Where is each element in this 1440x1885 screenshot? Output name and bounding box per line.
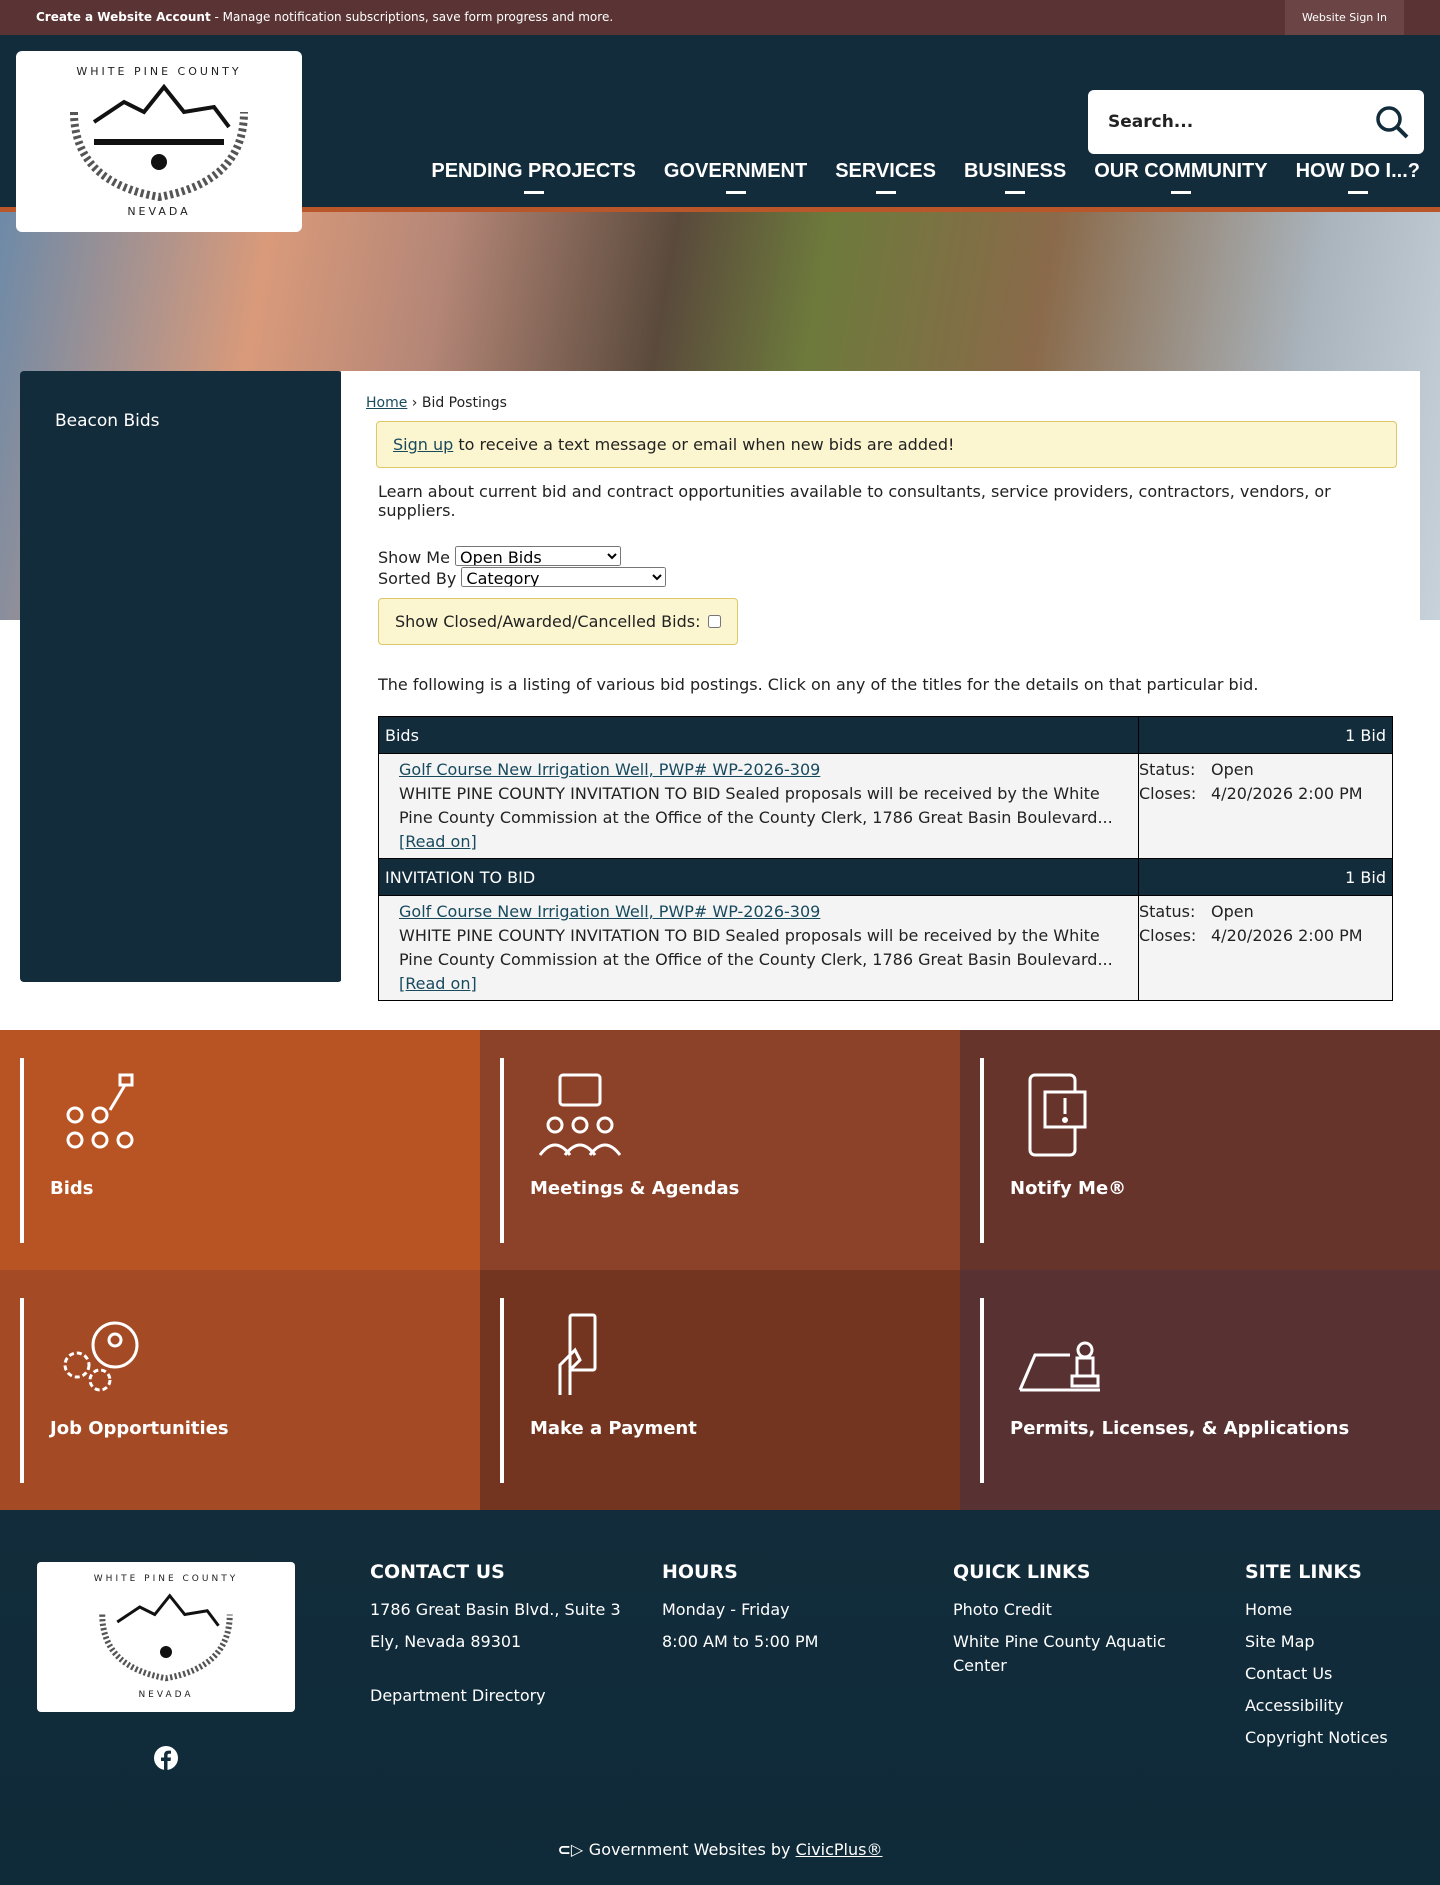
logo-text-bottom: NEVADA <box>138 1690 194 1700</box>
quick-links-heading: QUICK LINKS <box>953 1561 1091 1583</box>
site-links-heading: SITE LINKS <box>1245 1561 1362 1583</box>
tile-label: Meetings & Agendas <box>530 1178 740 1199</box>
tile-label: Notify Me® <box>1010 1178 1127 1199</box>
create-account-link[interactable]: Create a Website Account <box>36 10 211 24</box>
tile-label: Make a Payment <box>530 1418 697 1439</box>
main-content <box>341 371 1420 991</box>
department-directory-link[interactable]: Department Directory <box>370 1686 546 1705</box>
quick-links-section <box>953 1556 1173 1678</box>
county-seal-icon <box>81 1592 251 1682</box>
group-count: 1 Bid <box>1139 859 1393 896</box>
group-name: INVITATION TO BID <box>379 859 1139 896</box>
closes-label: Closes: <box>1139 926 1197 945</box>
civicplus-link[interactable]: CivicPlus® <box>795 1840 883 1859</box>
logo-text-top: WHITE PINE COUNTY <box>76 65 242 78</box>
tile-make-payment[interactable] <box>480 1270 960 1510</box>
footer <box>0 1510 1440 1885</box>
logo-text-bottom: NEVADA <box>127 205 191 218</box>
address-line-1: 1786 Great Basin Blvd., Suite 3 <box>370 1600 621 1619</box>
sign-in-button[interactable]: Website Sign In <box>1285 0 1404 35</box>
closes-label: Closes: <box>1139 784 1197 803</box>
group-count: 1 Bid <box>1139 717 1393 754</box>
status-label: Status: <box>1139 902 1196 921</box>
read-on-link[interactable]: [Read on] <box>399 974 477 993</box>
civicplus-credit <box>0 1840 1440 1859</box>
signup-link[interactable]: Sign up <box>393 435 454 454</box>
logo-text-top: WHITE PINE COUNTY <box>93 1574 239 1584</box>
bids-table <box>378 716 1393 1001</box>
alert-text: to receive a text message or email when new bids are added! <box>453 435 955 454</box>
nav-government[interactable]: GOVERNMENT <box>664 160 807 194</box>
tile-label: Permits, Licenses, & Applications <box>1010 1418 1350 1439</box>
tile-job-opportunities[interactable] <box>0 1270 480 1510</box>
bid-description: WHITE PINE COUNTY INVITATION TO BID Sealed proposals will be received by the White Pine County Commission at the Office of the County Clerk, 1786 Great Basin Boulevard... <box>399 926 1113 969</box>
signup-alert <box>376 421 1397 468</box>
quick-tiles <box>0 1030 1440 1510</box>
tile-meetings-agendas[interactable] <box>480 1030 960 1270</box>
address-line-2: Ely, Nevada 89301 <box>370 1632 522 1651</box>
stamp-icon <box>1015 1310 1105 1400</box>
sidebar-item-beacon-bids[interactable]: Beacon Bids <box>55 411 160 431</box>
contact-us-section <box>370 1556 621 1712</box>
bid-title-link[interactable]: Golf Course New Irrigation Well, PWP# WP-2026-309 <box>399 902 821 921</box>
closes-value: 4/20/2026 2:00 PM <box>1211 926 1363 945</box>
intro-text: Learn about current bid and contract opportunities available to consultants, service providers, contractors, vendors, or suppliers. <box>378 482 1331 520</box>
read-on-link[interactable]: [Read on] <box>399 832 477 851</box>
main-nav <box>431 160 1420 194</box>
show-closed-label: Show Closed/Awarded/Cancelled Bids: <box>395 612 701 631</box>
hours-time: 8:00 AM to 5:00 PM <box>662 1632 819 1651</box>
sidebar <box>20 371 342 982</box>
tile-bids[interactable] <box>0 1030 480 1270</box>
nav-how-do-i[interactable]: HOW DO I...? <box>1296 160 1420 194</box>
table-row <box>379 754 1393 859</box>
civicplus-icon: ⊂▷ <box>557 1840 589 1859</box>
nav-business[interactable]: BUSINESS <box>964 160 1066 194</box>
hours-section <box>662 1556 818 1658</box>
top-bar-text: - Manage notification subscriptions, save form progress and more. <box>210 10 614 24</box>
breadcrumb <box>366 395 1395 411</box>
hours-heading: HOURS <box>662 1561 738 1583</box>
show-closed-box <box>378 598 738 645</box>
tile-notify-me[interactable] <box>960 1030 1440 1270</box>
status-value: Open <box>1211 760 1254 779</box>
gear-person-icon <box>55 1310 145 1400</box>
tile-label: Bids <box>50 1178 94 1199</box>
search-input[interactable] <box>1088 90 1424 154</box>
nav-services[interactable]: SERVICES <box>835 160 936 194</box>
payment-card-icon <box>535 1310 625 1400</box>
site-link-site-map[interactable]: Site Map <box>1245 1632 1315 1651</box>
hours-days: Monday - Friday <box>662 1600 790 1619</box>
top-bar <box>0 0 1440 35</box>
credit-text: Government Websites by <box>588 1840 796 1859</box>
site-link-accessibility[interactable]: Accessibility <box>1245 1696 1344 1715</box>
county-seal-icon <box>54 82 264 202</box>
group-header <box>379 859 1393 896</box>
nav-our-community[interactable]: OUR COMMUNITY <box>1094 160 1267 194</box>
nav-pending-projects[interactable]: PENDING PROJECTS <box>431 160 635 194</box>
tile-permits[interactable] <box>960 1270 1440 1510</box>
county-logo[interactable] <box>16 51 302 232</box>
breadcrumb-current: Bid Postings <box>421 395 507 411</box>
quick-link-photo-credit[interactable]: Photo Credit <box>953 1600 1052 1619</box>
sorted-by-label: Sorted By <box>378 569 457 588</box>
table-row <box>379 896 1393 1001</box>
show-me-label: Show Me <box>378 548 450 567</box>
contact-heading: CONTACT US <box>370 1561 505 1583</box>
status-label: Status: <box>1139 760 1196 779</box>
sorted-by-select[interactable] <box>461 567 666 587</box>
breadcrumb-sep: › <box>407 395 422 411</box>
search-icon[interactable] <box>1374 104 1410 140</box>
closes-value: 4/20/2026 2:00 PM <box>1211 784 1363 803</box>
site-link-contact-us[interactable]: Contact Us <box>1245 1664 1333 1683</box>
quick-link-aquatic-center[interactable]: White Pine County Aquatic Center <box>953 1632 1166 1675</box>
status-value: Open <box>1211 902 1254 921</box>
group-name: Bids <box>379 717 1139 754</box>
site-link-copyright[interactable]: Copyright Notices <box>1245 1728 1388 1747</box>
search-placeholder: Search... <box>1108 112 1194 132</box>
bid-description: WHITE PINE COUNTY INVITATION TO BID Sealed proposals will be received by the White Pine County Commission at the Office of the County Clerk, 1786 Great Basin Boulevard... <box>399 784 1113 827</box>
site-links-section <box>1245 1556 1388 1754</box>
show-me-select[interactable] <box>455 546 621 566</box>
meeting-icon <box>535 1070 625 1160</box>
listing-note: The following is a listing of various bid postings. Click on any of the titles for the details on that particular bid. <box>378 675 1259 694</box>
site-link-home[interactable]: Home <box>1245 1600 1293 1619</box>
filter-form <box>378 546 1383 588</box>
breadcrumb-home[interactable]: Home <box>366 395 408 411</box>
tile-label: Job Opportunities <box>50 1418 229 1439</box>
bid-title-link[interactable]: Golf Course New Irrigation Well, PWP# WP-2026-309 <box>399 760 821 779</box>
show-closed-checkbox[interactable] <box>708 615 721 628</box>
facebook-icon[interactable] <box>154 1746 178 1770</box>
footer-logo[interactable] <box>37 1562 295 1712</box>
group-header <box>379 717 1393 754</box>
phone-alert-icon <box>1015 1070 1105 1160</box>
bids-icon <box>55 1070 145 1160</box>
